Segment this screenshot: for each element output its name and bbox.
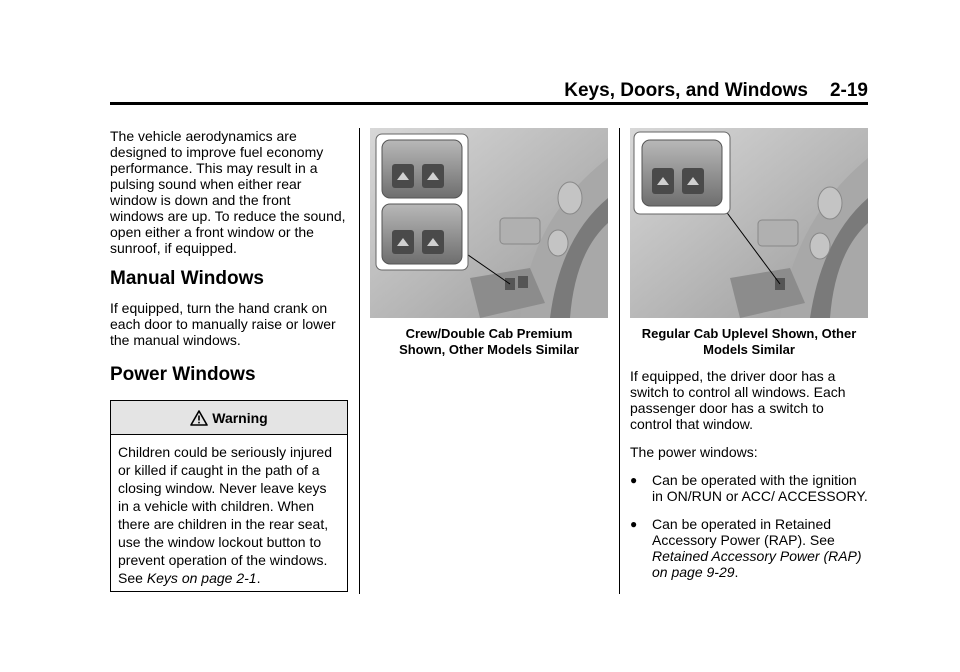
crew-cab-window-switch-photo [370, 128, 608, 318]
intro-paragraph: The vehicle aerodynamics are designed to improve fuel economy performance. This may result in a pulsing sound when either rear window is down and the front windows are up. To reduce the sound, open either a front window or the sunroof, if equipped. [110, 128, 346, 256]
bullet-text: Can be operated with the ignition in ON/RUN or ACC/ ACCESSORY. [652, 472, 868, 504]
power-windows-intro: The power windows: [630, 444, 758, 460]
rap-page-link[interactable]: Retained Accessory Power (RAP) on page 9-29 [652, 548, 862, 580]
regular-cab-window-switch-photo [630, 128, 868, 318]
crew-cab-caption-line1: Crew/Double Cab Premium [405, 326, 573, 341]
warning-header [111, 401, 347, 435]
crew-cab-caption-line2: Shown, Other Models Similar [399, 342, 579, 357]
regular-cab-caption [630, 326, 868, 358]
power-windows-heading: Power Windows [110, 364, 256, 385]
list-item [630, 472, 868, 504]
manual-windows-heading: Manual Windows [110, 268, 264, 289]
column-divider-1 [359, 128, 360, 594]
page-header [110, 80, 868, 102]
warning-box [110, 400, 348, 592]
warning-title: Warning [212, 409, 268, 426]
warning-text: Children could be seriously injured or killed if caught in the path of a closing window. Never leave keys in a vehicle with children. When there are children in the rear seat, use the window lockout button to prevent operation of the windows. See [118, 444, 333, 586]
column-divider-2 [619, 128, 620, 594]
crew-cab-caption [370, 326, 608, 358]
page-number: 2-19 [829, 80, 868, 101]
list-item [630, 516, 868, 580]
regular-cab-caption-line2: Models Similar [703, 342, 795, 357]
bullet-icon: ● [630, 473, 638, 487]
regular-cab-caption-line1: Regular Cab Uplevel Shown, Other [641, 326, 857, 341]
column-right [630, 128, 868, 592]
section-title: Keys, Doors, and Windows [564, 80, 808, 101]
bullet-text: Can be operated in Retained Accessory Power (RAP). See [652, 516, 835, 548]
warning-triangle-icon [190, 410, 208, 426]
manual-windows-text: If equipped, turn the hand crank on each door to manually raise or lower the manual windows. [110, 300, 336, 348]
keys-page-link[interactable]: Keys on page 2-1 [146, 570, 257, 586]
column-middle [370, 128, 608, 368]
warning-end: . [256, 570, 261, 586]
power-windows-list [630, 472, 868, 580]
bullet-icon: ● [630, 517, 638, 531]
warning-body [111, 435, 347, 591]
driver-switch-paragraph: If equipped, the driver door has a switch to control all windows. Each passenger door has a switch to control that window. [630, 368, 846, 432]
column-left [110, 128, 348, 592]
header-rule [110, 102, 868, 105]
bullet-end: . [734, 564, 739, 580]
